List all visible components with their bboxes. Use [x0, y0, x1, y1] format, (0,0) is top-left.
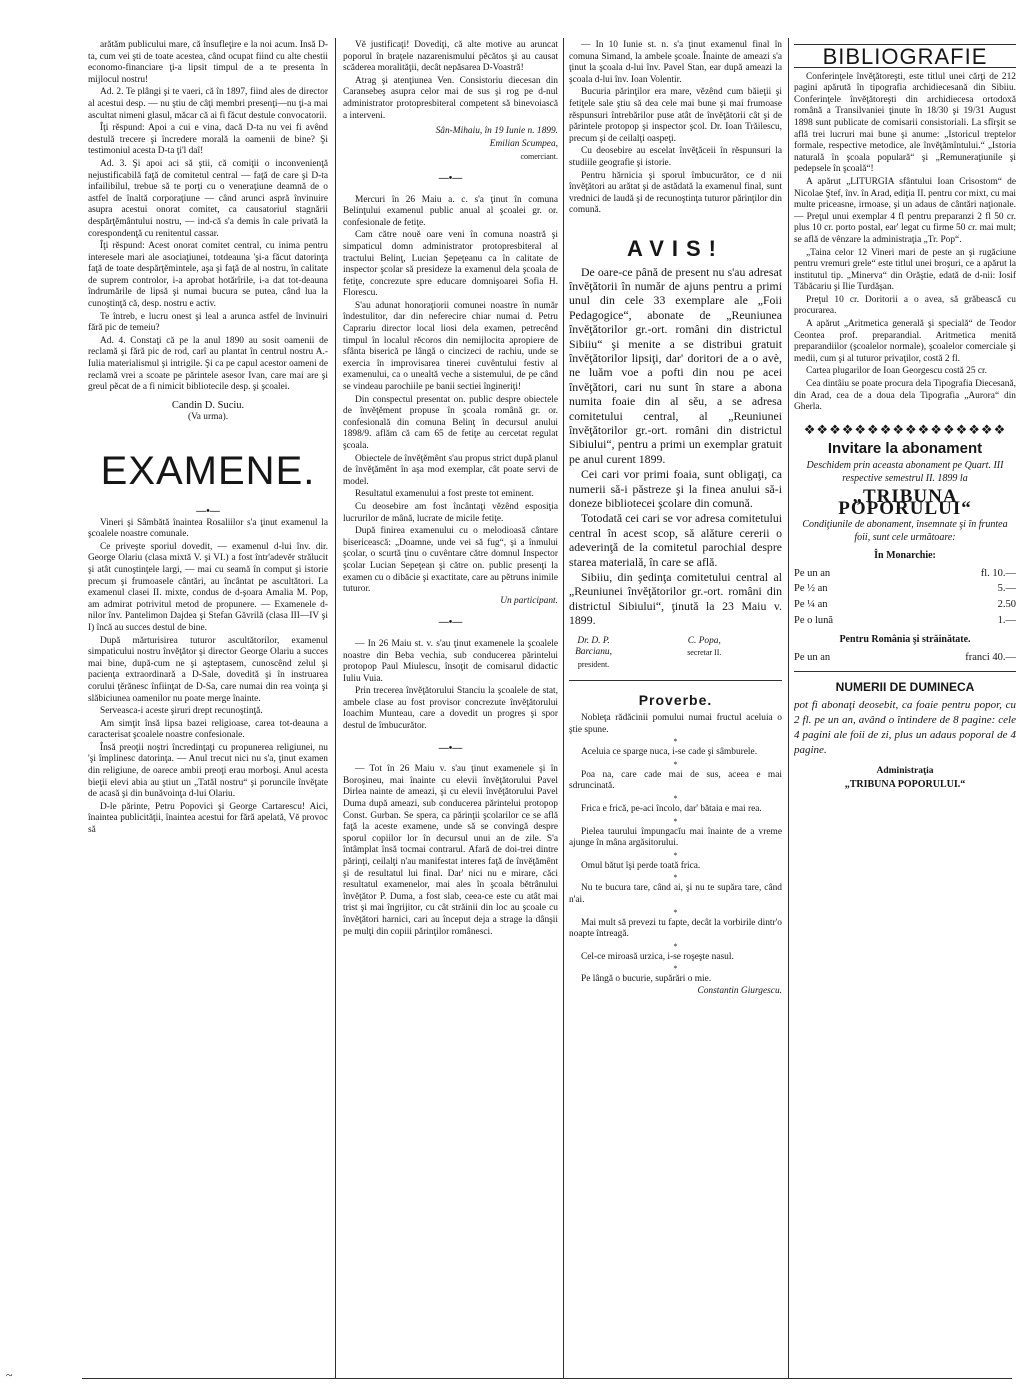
price-row	[794, 566, 1016, 582]
column-rule	[563, 38, 564, 1378]
author-role: comerciant.	[520, 152, 558, 162]
subscription-conditions: Condiţiunile de abonament, însemnate şi în fruntea foii, sunt cele următoare:	[802, 519, 1008, 544]
author-signature: Candin D. Suciu.	[171, 399, 245, 411]
sunday-edition-title: NUMERII DE DUMINECA	[835, 680, 975, 695]
proverb: Aceluia ce sparge nuca, i-se cade şi sâmburele.	[581, 747, 758, 758]
price-row	[794, 597, 1016, 613]
proverb: Frica e frică, pe-aci încolo, dar' bătaia e mai rea.	[581, 804, 762, 814]
section-title-proverbe: Proverbe.	[638, 692, 713, 709]
paragraph: Prin trecerea învĕţătorului Stanciu la şcoalele de stat, ambele clase au fost provisor concrezute învĕţătorului Ioachim Munteau, care a dovedit un progres şi spor destul de îmbucurător.	[343, 686, 558, 732]
separator-dash: —•—	[438, 617, 463, 629]
paragraph: Serveasca-i aceste şiruri drept recunoştinţă.	[100, 706, 263, 717]
secretary-role: secretar II.	[687, 648, 722, 658]
paragraph: Ad. 4. Constaţi că pe la anul 1890 au sosit oamenii de reclamă şi fără pic de rod, carî au plantat în centrul nostru A.-Iulia materialismul şi intrigile. Şi ca pe capul acestor oameni de reclamă vrei a scoate pe părintele asesor Ivan, care mai are şi greul pĕcat de a fi nimicit bibliotecile desp. şi şcoalei.	[88, 335, 328, 393]
divider	[569, 680, 782, 681]
paragraph: Bucuria părinţilor era mare, vĕzênd cum băieţii şi fetiţele sale ştiu să dea cele mai bune şi mai frumoase rĕspunsuri întrebărilor puse atât de învĕţătorii cât şi de părintele protopop şi inspector şcol. Dr. Ioan Trăilescu, precum şi de ceilalţi oaspeţi.	[569, 87, 782, 144]
monarchy-heading: În Monarchie:	[874, 550, 936, 562]
paragraph: Preţul 10 cr. Doritorii a o avea, să grăbească cu procurarea.	[794, 294, 1016, 317]
proverb: Poa na, care cade mai de sus, aceea e mai sdruncinată.	[569, 769, 782, 792]
section-title-examene: EXAMENE.	[100, 449, 316, 493]
president-role: president.	[577, 659, 610, 669]
avis-signatures	[569, 636, 782, 671]
separator-dash: —•—	[438, 742, 463, 754]
article-end	[343, 40, 558, 122]
price-row	[794, 650, 1016, 666]
belint-exam-article	[343, 195, 558, 596]
star-separator: *	[673, 850, 678, 860]
column-4	[794, 40, 1016, 1380]
star-separator: *	[673, 941, 678, 951]
administration-name: „TRIBUNA POPORULUI.“	[844, 778, 966, 790]
borosineu-exam-article	[343, 764, 558, 938]
dateline: Sân-Mihaiu, în 19 Iunie n. 1899.	[435, 126, 558, 137]
simand-exam-article	[569, 40, 782, 217]
paragraph: Sibiiu, din şedinţa comitetului central al „Reuniunei învĕţătorilor gr.-ort. români din districtul Sibiului“, ţinută la 23 Maiu v. 1899.	[569, 570, 782, 628]
price-period: Pe o lună	[794, 614, 834, 626]
president-name: Dr. D. P. Barcianu,	[575, 635, 612, 658]
price-period: Pe ¼ an	[794, 598, 828, 610]
proverb: Omul bătut îşi perde toată frica.	[581, 860, 701, 871]
paragraph: A apărut „LITURGIA sfântului Ioan Crisostom“ de Nicolae Ştef, înv. în Arad, ediţia II. pentru cor mixt, cu mai multe priceasne, irmoase, şi un adaus de cântări naţionale. — Preţul unui exemplar 4 fl pentru preparanzi 2 fl 50 cr. plus 10 cr. porto postal, ear' legat cu firme 50 cr. mai mult; se află de vênzare la administraţia „Tr. Pop“.	[794, 176, 1016, 245]
paragraph: Însă preoţii noştri încredinţaţi cu propunerea religiunei, nu 'şi împlinesc datorinţa. — Anul trecut nici nu s'a, ţinut examen din religiune, de oarece ambii preoţi erau morboşi. Anul acesta bieţii elevi abia au ştiut un „Tatăl nostru“ şi poruncile învĕţate de acasă şi din bunăvoinţa d-lui Olariu.	[88, 742, 328, 800]
column-rule	[788, 38, 789, 1378]
star-separator: *	[673, 759, 678, 769]
paragraph: Pentru hărnicia şi sporul îmbucurător, ce d nii învĕţători au arătat şi de astădată la examenul final, sunt vrednici de laudă şi de recunoştinţa tuturor părinţilor din comună.	[569, 170, 782, 216]
paragraph: Totodată cei cari se vor adresa comitetului central în acest scop, să alăture cererii o adeverinţă de la comitetul parochial despre starea materială, în care se află.	[569, 511, 782, 569]
paragraph: Îţi rĕspund: Acest onorat comitet central, cu inima pentru interesele mari ale asociaţiunei, totdeauna 'şi-a făcut datorinţa faţă de toate despărţĕmintele, aşa şi faţă de al nostru, în calitate de suprem controlor, i-a aprobat hotărîrile, i-a dat tot-deauna îndrumările de lipsă şi numai bucura se putea, când lua la cunoştinţă că, desp. nostru e activ.	[88, 241, 328, 310]
proverbs-list	[569, 713, 782, 986]
price-amount: 5.—	[997, 583, 1016, 595]
secretary-name: C. Popa,	[687, 635, 721, 646]
star-separator: *	[673, 794, 678, 803]
author-name: Emilian Scumpea,	[489, 138, 558, 149]
bibliography-list	[794, 72, 1016, 414]
proverb: Nobleţa rădăcinii pomului numai fructul aceluia o ştie spune.	[569, 713, 782, 735]
paragraph: — In 10 Iunie st. n. s'a ţinut examenul final în comuna Simand, la ambele şcoale. Înainte de ameazi s'a ţinut la şcoala d-lui înv. Pavel Stan, ear după ameazi la şcoala d-lui înv. Ioan Volentir.	[569, 40, 782, 85]
price-amount: fl. 10.—	[980, 567, 1016, 579]
bibliography-header	[794, 44, 1016, 68]
price-period: Pe un an	[794, 567, 831, 579]
proverb: Cel-ce miroasă urzica, i-se roşeşte nasul.	[581, 951, 734, 962]
continuation-note: (Va urma).	[187, 412, 229, 423]
paragraph: Te întreb, e lucru onest şi leal a arunca astfel de învinuiri fără pic de temeiu?	[88, 311, 328, 334]
paragraph: Atrag şi atenţiunea Ven. Consistoriu diecesan din Caransebeş asupra celor mai de sus şi rog pe d-nul administrator protopresbiteral competent să binevoiască a interveni.	[343, 75, 558, 121]
paragraph: Ad. 2. Te plângi şi te vaeri, că în 1897, fiind ales de director al acestui desp. — nu ştiu de câţi membri presenţi—nu ţi-a mai ascultat nimeni glasul, măcar că ai fi făcut destule convocatorii.	[88, 87, 328, 121]
paragraph: „Taina celor 12 Vineri mari de peste an şi rugăciune pentru vremuri grele“ este titlul unei broşuri, ce a apărut la institutul tip. „Minerva“ din Orăştie, edată de d-nii: Iosif Tăbăcariu şi Ilie Turdăşan.	[794, 247, 1016, 293]
section-title-bibliografie: BIBLIOGRAFIE	[822, 44, 988, 69]
paragraph: S'au adunat honoraţiorii comunei noastre în număr îndestulitor, dar din neferecire chiar numai d. Petru Caprariu director local liosi dela examen, petrecênd timpul în localul rĕcoros din nemijlocita apropiere de sfânta biserică pe lângă o cincizeci de rachiu, unde se exercia în improvisarea tinerei cuvêntului festiv al examenului, ca o unealtă veche a sistemului, de pe când se vindeau parochiile pe banii sectiei îngineriţi!	[343, 300, 558, 393]
paragraph: Vineri şi Sâmbătă înaintea Rosaliilor s'a ţinut examenul la şcoalele noastre comunale.	[88, 517, 328, 540]
paragraph: Cu deosebire am fost încântaţi vĕzênd esposiţia lucrurilor de mână, lucrate de micile fetiţe.	[343, 501, 558, 524]
monarchy-price-table	[794, 566, 1016, 628]
proverb: Pe lângă o bucurie, supărări o mie.	[581, 974, 712, 985]
newspaper-name: „TRIBUNA POPORULUI“	[838, 486, 972, 519]
paragraph: După finirea examenului cu o melodioasă cântare bisericească: „Doamne, unde vei să fug“, şi a înmului şcolar, o scurtă ţinu o cuvêntare către domnul Inspector şcolar Lucian Sepeţean şi către on. public presenţi la examen cu o dibăcie şi exactitate, care au pĕtruns inimile tuturor.	[343, 526, 558, 595]
paragraph: D-le părinte, Petru Popovici şi George Cartarescu! Aici, înaintea publicităţii, înaintea acestui for fără apelată, Vĕ provoc să	[88, 801, 328, 836]
paragraph: A apărut „Aritmetica generală şi specială“ de Teodor Ceontea prof. preparandial. Aritmetica menită preparandiilor (şcoalelor normale), şcoalelor comerciale şi medii, cum şi al tuturor privaţilor, costă 2 fl.	[794, 319, 1016, 364]
separator-dash: —•—	[438, 172, 463, 184]
paragraph: Ad. 3. Şi apoi aci să ştii, că comiţii o inconvenienţă nejustificabilă faţă de comitetul central — faţă de care şi D-ta infailibilul, trebue să te porţi cu o veneraţiune deamnă de o astfel de înaltă corporaţiune — când arunci aspră învinuire asupra acestui onorat comitet, ca causatoriul stagnării despărţĕmântului nostru, — ind-că s'a demis în cale privată la corespondenţă cu renitentul cassar.	[88, 158, 328, 239]
price-amount: 1.—	[997, 614, 1016, 626]
separator-dash: —•—	[196, 506, 220, 517]
exam-article	[88, 518, 328, 837]
paragraph: Vĕ justificaţi! Dovediţi, că alte motive au aruncat poporul în braţele nazarenismului pĕcătos şi au causat scăderea moralităţii, decât nepăsarea D-Voastră!	[343, 40, 558, 74]
avis-article	[569, 265, 782, 628]
paragraph: Obiectele de învĕţĕmênt s'au propus strict după planul de învĕţămênt în aşa mod exemplar, cât poate servi de model.	[343, 453, 558, 487]
paragraph: Am simţit însă lipsa bazei religioase, carea tot-deauna a caracterisat şcoalele noastre confesionale.	[88, 718, 328, 741]
price-period: Pe ½ an	[794, 583, 828, 595]
article-continuation	[88, 40, 328, 394]
ornamental-border: ❖❖❖❖❖❖❖❖❖❖❖❖❖❖❖❖	[803, 423, 1007, 436]
paragraph: — Tot în 26 Maiu v. s'au ţinut examenele şi în Boroşineu, mai înainte cu elevii învĕţătorului Pavel Dirlea nainte de ameazi, şi cu elevii învĕţătorului Pavel Duma după ameazi, sub conducerea părintelui protopop Const. Gurban. Se spera, ca părinţii şcolarilor ce se află faţă la aceste examene, unde să se convingă despre sporul copiilor lor în decursul unui an de zile. S'a întâmplat însă tocmai contrarul. Afară de doi-trei dintre părinţi, ceilalţi n'au manifestat interes faţă de învĕţămênt şi de resultatul lui final. Dar' nici nu e mirare, căci resultatul examenelor, mai ales în şcoala bĕtrânului învĕţător P. Duma, a fost slab, ceea-ce este cu atât mai trist şi mai îngrijitor, cu cât străinii din loc au şcoale cu învĕţători harnici, cari au început deja a strage la dânşii pe mulţi din copiii părinţilor românesci.	[343, 764, 558, 937]
section-title-avis: AVIS!	[626, 235, 725, 261]
proverb: Nu te bucura tare, când ai, şi nu te supăra tare, când n'ai.	[569, 883, 782, 905]
price-amount: 2.50	[997, 598, 1016, 610]
paragraph: — In 26 Maiu st. v. s'au ţinut examenele la şcoalele noastre din Beba vechia, sub conducerea părintelui protopop Paul Miulescu, însoţit de comisarul didactic Iuliu Vuia.	[343, 638, 558, 684]
star-separator: *	[673, 737, 678, 747]
romania-heading: Pentru România şi străinătate.	[839, 634, 971, 646]
margin-mark: ~	[6, 1368, 13, 1382]
price-row	[794, 581, 1016, 597]
star-separator: *	[673, 964, 678, 974]
column-1	[88, 40, 328, 1380]
paragraph: Resultatul examenului a fost preste tot eminent.	[355, 489, 534, 500]
romania-price-table	[794, 650, 1016, 666]
sunday-edition-text: pot fi abonaţi deosebit, ca foaie pentru popor, cu 2 fl. pe un an, având o întindere de 8 pagine: cele 4 pagini ale foii de zi, plus un adaus poporal de 4 pagine.	[794, 698, 1016, 756]
divider	[794, 671, 1016, 672]
paragraph: arătăm publicului mare, că însufleţire e la noi acum. Însă D-ta, cum vei şti de toate acestea, când ocupat fiind cu alte chestii economo-financiare ţi-a lipsit timpul de a te presenta în mijlocul nostru!	[88, 40, 328, 85]
invite-title: Invitare la abonament	[827, 440, 983, 458]
paragraph: Conferinţele învĕţătoreşti, este titlul unei cărţi de 212 pagini apărută în tipografia archidiecesană din Sibiiu. Conferinţele învĕţătoreşti din archidiecesa ortodoxă română a Transilvaniei ţinute în 18/30 şi 19/31 August 1898 sunt publicate de comisarii consistoriali. La sfîrşit se află trei lucruri mai bune şi anume: „Istoricul treptelor formale, respective metodice, ale învĕţămîntului.“ „Istoria naturală în şcoala populară“ şi „Remuneraţiunile şi pedepsele în şcoală“!	[794, 71, 1016, 175]
paragraph: De oare-ce până de present nu s'au adresat învĕţătorii în număr de ajuns pentru a primi unul din cele 33 exemplare ale „Foii Pedagogice“, abonate de „Reuniunea învĕţătorilor gr.-ort. români din districtul Sibiiu“ şi menite a se distribui gratuit învĕţătorilor lipsiţi, dar' doritori de a o avè, ne luăm voe a pofti din nou pe acei învĕţători, cari nu sunt în stare a abona numita foaie din al sĕu, a se adresa comitetului central, al „Reuniunei învĕţătorilor gr.-ort. români din districtul Sibiului“, pentru a primi un exemplar gratuit pe anul curent 1899.	[569, 264, 782, 466]
proverb: Mai mult să prevezi tu fapte, decât la vorbirile dintr'o noapte întreagă.	[569, 917, 782, 940]
star-separator: *	[673, 873, 678, 883]
column-3	[569, 40, 782, 1380]
paragraph: Cea dintâiu se poate procura dela Tipografia Diecesană, din Arad, cea de a doua dela Tipografia „Aurora“ din Gherla.	[794, 379, 1016, 413]
paragraph: Cam către nouĕ oare veni în comuna noastră şi simpaticul domn administrator protopresbiteral al tractului Belinţ, Lucian Şepeţeanu ca în calitate de inspector şcolar să presideze la examenul dela şcoala de fetiţe, concrezute spre educare domnişoarei Sofia H. Florescu.	[343, 230, 558, 299]
paragraph: Cu deosebire au escelat învĕţăceii în rĕspunsuri la studiile geografie şi istorie.	[569, 146, 782, 168]
paragraph: Ce priveşte sporiul dovedit, — examenul d-lui înv. dir. George Olariu (clasa mixtă V. şi VI.) a fost într'adevĕr strălucit şi atât cunoştinţele largi, — mai cu seamă în comput şi istorie precum şi frumoasele cântări, au încântat pe ascultători. La examenul clasei II. mixte, condus de d-şoara Amalia M. Pop, am admirat potrivitul metod de propunere. — Examenele d-nilor înv. Pantelimon Dajdea şi Stefan Găvrilă (clasa III—IV şi I) încă au succes destul de bine.	[88, 541, 328, 633]
paragraph: Cei cari vor primi foaia, sunt obligaţi, ca numerii să-i păstreze şi la finea anului să-i doneze bibliotecei şcolare din comună.	[569, 467, 782, 510]
proverb: Pielea taurului împungacĭu mai înainte de a vreme ajunge în mâna argăsitorului.	[569, 826, 782, 849]
price-row	[794, 613, 1016, 629]
price-amount: franci 40.—	[965, 651, 1016, 663]
paragraph: Mercuri în 26 Maiu a. c. s'a ţinut în comuna Belinţului examenul public anual al şcoalei gr. or. confesionale de fetiţe.	[343, 194, 558, 228]
paragraph: Îţi rĕspund: Apoi a cui e vina, dacă D-ta nu vei fi avênd destulă trecere şi încredere morală la oamenii de bine? Şi testimoniul acesta D-ta ţi'l daî!	[88, 123, 328, 157]
column-2	[343, 40, 558, 1380]
proverbs-author: Constantin Giurgescu.	[697, 985, 782, 996]
star-separator: *	[673, 816, 678, 826]
price-period: Pe un an	[794, 651, 831, 663]
paragraph: După mărturisirea tuturor ascultătorilor, examenul simpaticului nostru învĕţător şi director George Olariu a succes mai bine, după-cum ne şi aşteptasem, cunoscênd zelul şi pacienţa extraordinară a D-Sale, dovedită şi în instruarea corului ţĕrănesc înfiinţat de D-Sa, care numai din rea voinţa şi slăbiciunea oamenilor nu poate merge înainte.	[88, 635, 328, 704]
paragraph: Din conspectul presentat on. public despre obiectele de învĕţĕment propuse în şcoala română gr. or. confesională din comuna Belinţ în decursul anului 1898/9. aflăm că cam 65 de fetiţe au cercetat regulat şcoala.	[343, 394, 558, 451]
paragraph: Cartea plugarilor de Ioan Georgescu costă 25 cr.	[806, 366, 988, 377]
star-separator: *	[673, 907, 678, 917]
invite-lead: Deschidem prin aceasta abonament pe Quart. III respective semestrul II. 1899 la	[806, 460, 1004, 484]
author-signature: Un participant.	[500, 595, 558, 606]
beba-exam-article	[343, 639, 558, 733]
administration-heading: Administraţia	[876, 765, 934, 776]
column-rule	[335, 38, 336, 1378]
